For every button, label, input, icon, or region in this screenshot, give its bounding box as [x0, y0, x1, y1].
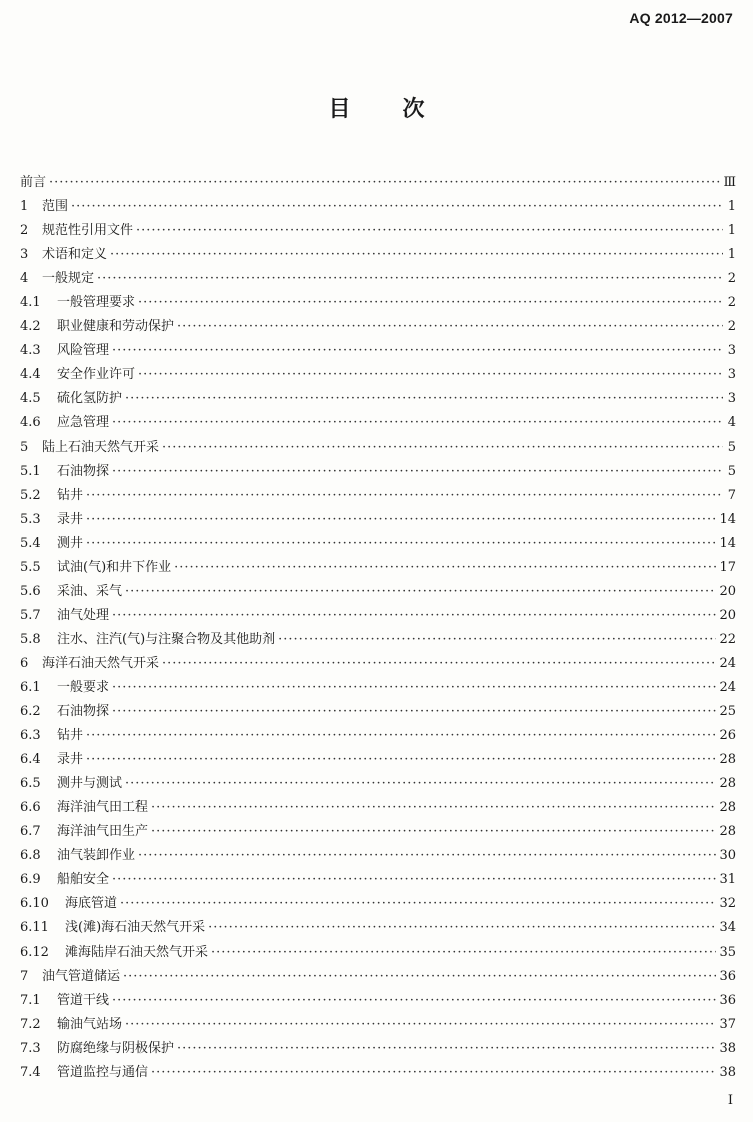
toc-entry[interactable] — [20, 219, 736, 243]
toc-entry[interactable] — [20, 724, 736, 748]
toc-entry-label: 石油物探 — [57, 704, 110, 720]
dot-leader — [278, 632, 716, 647]
title-char-2: 次 — [402, 96, 425, 122]
toc-entry-number: 4.1 — [20, 295, 41, 311]
toc-entry-number: 6.1 — [20, 679, 41, 695]
toc-entry-number: 4.5 — [20, 391, 41, 407]
dot-leader — [211, 945, 716, 960]
dot-leader — [123, 969, 716, 984]
toc-entry-number: 4 — [20, 271, 29, 287]
toc-entry[interactable] — [20, 436, 736, 460]
toc-entry-number: 4.2 — [20, 319, 41, 335]
page-title — [0, 92, 753, 123]
toc-entry-page: 7 — [727, 487, 736, 503]
dot-leader — [151, 1065, 716, 1080]
toc-entry-page: 14 — [719, 511, 736, 527]
toc-entry-label: 陆上石油天然气开采 — [42, 439, 160, 455]
toc-entry-number: 4.3 — [20, 343, 41, 359]
toc-entry-page: 2 — [727, 319, 736, 335]
toc-entry-label: 范围 — [42, 199, 69, 215]
dot-leader — [97, 271, 723, 286]
toc-entry-label: 测井 — [57, 535, 84, 551]
toc-entry-label: 管道干线 — [57, 992, 110, 1008]
toc-entry-number: 3 — [20, 247, 29, 263]
toc-entry[interactable] — [20, 291, 736, 315]
dot-leader — [112, 704, 716, 719]
toc-entry-label: 安全作业许可 — [57, 367, 136, 383]
toc-entry-page: 1 — [727, 199, 736, 215]
toc-entry-number: 6.9 — [20, 872, 41, 888]
toc-entry[interactable] — [20, 628, 736, 652]
toc-entry[interactable] — [20, 796, 736, 820]
toc-entry-number: 6.4 — [20, 752, 41, 768]
toc-entry-label: 浅(滩)海石油天然气开采 — [65, 920, 206, 936]
toc-entry-label: 风险管理 — [57, 343, 110, 359]
toc-entry-page: 20 — [719, 583, 736, 599]
toc-entry[interactable] — [20, 387, 736, 411]
dot-leader — [151, 800, 716, 815]
toc-entry-page: 30 — [719, 848, 736, 864]
toc-entry-page: 5 — [727, 463, 736, 479]
page-number: I — [727, 1093, 733, 1108]
toc-entry-page: 28 — [719, 752, 736, 768]
toc-entry-number: 7.3 — [20, 1040, 41, 1056]
toc-entry-number: 6.12 — [20, 944, 49, 960]
dot-leader — [125, 584, 716, 599]
toc-entry-page: 24 — [719, 655, 736, 671]
toc-entry-label: 应急管理 — [57, 415, 110, 431]
toc-entry[interactable] — [20, 820, 736, 844]
toc-entry[interactable] — [20, 411, 736, 435]
toc-entry[interactable] — [20, 339, 736, 363]
toc-entry-label: 测井与测试 — [57, 776, 123, 792]
toc-entry-label: 输油气站场 — [57, 1016, 123, 1032]
toc-entry-number: 6.11 — [20, 920, 49, 936]
toc-entry-label: 管道监控与通信 — [57, 1064, 149, 1080]
dot-leader — [86, 728, 716, 743]
toc-entry[interactable] — [20, 989, 736, 1013]
dot-leader — [112, 993, 716, 1008]
toc-entry-label: 油气管道储运 — [42, 968, 121, 984]
toc-entry-page: 36 — [719, 992, 736, 1008]
toc-entry-number: 5.5 — [20, 559, 41, 575]
toc-entry-label: 一般管理要求 — [57, 295, 136, 311]
toc-entry-number: 7.2 — [20, 1016, 41, 1032]
toc-entry-page: Ⅲ — [723, 175, 736, 190]
dot-leader — [112, 872, 716, 887]
dot-leader — [174, 560, 716, 575]
toc-entry-label: 海洋石油天然气开采 — [42, 655, 160, 671]
toc-entry[interactable] — [20, 460, 736, 484]
toc-entry-page: 2 — [727, 295, 736, 311]
toc-entry-number: 1 — [20, 199, 29, 215]
toc-entry-label: 采油、采气 — [57, 583, 123, 599]
toc-entry-page: 2 — [727, 271, 736, 287]
toc-entry-number: 5.7 — [20, 607, 41, 623]
toc-entry-label: 船舶安全 — [57, 872, 110, 888]
toc-entry-label: 海洋油气田生产 — [57, 824, 149, 840]
toc-entry-number: 6.5 — [20, 776, 41, 792]
toc-entry-number: 5.1 — [20, 463, 41, 479]
dot-leader — [112, 608, 716, 623]
toc-entry-page: 24 — [719, 679, 736, 695]
toc-entry-label: 一般规定 — [42, 271, 95, 287]
toc-entry-label: 录井 — [57, 511, 84, 527]
toc-entry-label: 前言 — [20, 175, 47, 190]
toc-entry-page: 20 — [719, 607, 736, 623]
toc-entry[interactable] — [20, 892, 736, 916]
dot-leader — [208, 920, 716, 935]
dot-leader — [110, 247, 723, 262]
toc-entry-page: 38 — [719, 1064, 736, 1080]
toc-entry-label: 海底管道 — [65, 896, 118, 912]
dot-leader — [112, 343, 723, 358]
toc-entry-number: 7.1 — [20, 992, 41, 1008]
toc-entry-number: 5.4 — [20, 535, 41, 551]
toc-entry-label: 石油物探 — [57, 463, 110, 479]
dot-leader — [125, 391, 723, 406]
toc-entry-page: 34 — [719, 920, 736, 936]
toc-entry[interactable] — [20, 484, 736, 508]
title-char-1: 目 — [328, 96, 351, 122]
toc-entry[interactable] — [20, 604, 736, 628]
dot-leader — [177, 319, 723, 334]
toc-entry-number: 2 — [20, 223, 29, 239]
toc-entry-label: 一般要求 — [57, 679, 110, 695]
toc-entry[interactable] — [20, 965, 736, 989]
toc-entry[interactable] — [20, 363, 736, 387]
toc-entry-label: 海洋油气田工程 — [57, 800, 149, 816]
toc-entry-label: 防腐绝缘与阴极保护 — [57, 1040, 175, 1056]
toc-entry-page: 31 — [719, 872, 736, 888]
toc-entry-number: 6 — [20, 655, 29, 671]
dot-leader — [112, 464, 723, 479]
toc-entry[interactable] — [20, 868, 736, 892]
dot-leader — [49, 175, 720, 190]
toc-entry[interactable] — [20, 267, 736, 291]
toc-entry-page: 5 — [727, 439, 736, 455]
dot-leader — [138, 295, 723, 310]
toc-entry[interactable] — [20, 195, 736, 219]
toc-entry[interactable] — [20, 532, 736, 556]
toc-entry-page: 3 — [727, 343, 736, 359]
toc-entry-number: 6.3 — [20, 728, 41, 744]
toc-entry-number: 7.4 — [20, 1064, 41, 1080]
toc-entry-page: 28 — [719, 800, 736, 816]
toc-entry-label: 油气处理 — [57, 607, 110, 623]
toc-entry-number: 6.2 — [20, 704, 41, 720]
toc-entry-label: 录井 — [57, 752, 84, 768]
toc-entry-page: 17 — [719, 559, 736, 575]
toc-entry-page: 3 — [727, 367, 736, 383]
toc-entry-label: 试油(气)和井下作业 — [57, 559, 172, 575]
toc-entry[interactable] — [20, 748, 736, 772]
dot-leader — [125, 1017, 716, 1032]
dot-leader — [86, 536, 716, 551]
dot-leader — [86, 488, 723, 503]
toc-entry[interactable] — [20, 580, 736, 604]
dot-leader — [177, 1041, 716, 1056]
dot-leader — [86, 752, 716, 767]
toc-entry-label: 规范性引用文件 — [42, 223, 134, 239]
toc-entry-page: 1 — [727, 223, 736, 239]
dot-leader — [112, 415, 723, 430]
dot-leader — [125, 776, 716, 791]
toc-entry-page: 38 — [719, 1040, 736, 1056]
toc-entry-number: 5.3 — [20, 511, 41, 527]
toc-entry-number: 5.2 — [20, 487, 41, 503]
toc-entry[interactable] — [20, 1061, 736, 1085]
toc-entry[interactable] — [20, 676, 736, 700]
dot-leader — [138, 367, 723, 382]
toc-entry[interactable] — [20, 652, 736, 676]
toc-entry-label: 滩海陆岸石油天然气开采 — [65, 944, 209, 960]
toc-entry-page: 26 — [719, 728, 736, 744]
toc-entry[interactable] — [20, 844, 736, 868]
toc-entry[interactable] — [20, 243, 736, 267]
toc-entry-label: 职业健康和劳动保护 — [57, 319, 175, 335]
dot-leader — [136, 223, 723, 238]
toc-entry[interactable] — [20, 700, 736, 724]
toc-entry-label: 硫化氢防护 — [57, 391, 123, 407]
toc-entry-number: 6.7 — [20, 824, 41, 840]
dot-leader — [162, 440, 723, 455]
toc-entry-page: 37 — [719, 1016, 736, 1032]
toc-entry-page: 14 — [719, 535, 736, 551]
toc-entry-page: 1 — [727, 247, 736, 263]
toc-entry-page: 28 — [719, 776, 736, 792]
toc-entry-number: 6.6 — [20, 800, 41, 816]
dot-leader — [86, 512, 716, 527]
toc-entry[interactable] — [20, 941, 736, 965]
toc-entry-label: 注水、注汽(气)与注聚合物及其他助剂 — [57, 631, 276, 647]
toc-entry[interactable] — [20, 1037, 736, 1061]
toc-entry-label: 术语和定义 — [42, 247, 108, 263]
toc-entry[interactable] — [20, 556, 736, 580]
toc-entry[interactable] — [20, 1013, 736, 1037]
toc-entry-label: 油气装卸作业 — [57, 848, 136, 864]
toc-entry-number: 4.6 — [20, 415, 41, 431]
toc-entry-number: 7 — [20, 968, 29, 984]
toc-entry-number: 5.6 — [20, 583, 41, 599]
toc-entry[interactable] — [20, 508, 736, 532]
dot-leader — [162, 656, 716, 671]
toc-entry-page: 28 — [719, 824, 736, 840]
table-of-contents — [20, 171, 736, 1085]
toc-entry-label: 钻井 — [57, 487, 84, 503]
toc-entry-number: 6.10 — [20, 896, 49, 912]
toc-entry-number: 5 — [20, 439, 29, 455]
toc-entry[interactable] — [20, 171, 736, 195]
toc-entry[interactable] — [20, 916, 736, 940]
toc-entry-page: 22 — [719, 631, 736, 647]
dot-leader — [120, 896, 716, 911]
toc-entry-number: 5.8 — [20, 631, 41, 647]
toc-entry-page: 32 — [719, 896, 736, 912]
toc-entry-page: 3 — [727, 391, 736, 407]
toc-entry-page: 25 — [719, 704, 736, 720]
dot-leader — [71, 199, 723, 214]
toc-entry-label: 钻井 — [57, 728, 84, 744]
dot-leader — [138, 848, 716, 863]
toc-entry-page: 4 — [727, 415, 736, 431]
toc-entry-page: 36 — [719, 968, 736, 984]
toc-entry[interactable] — [20, 315, 736, 339]
toc-entry-page: 35 — [719, 944, 736, 960]
toc-entry[interactable] — [20, 772, 736, 796]
standard-code: AQ 2012—2007 — [629, 10, 733, 26]
toc-entry-number: 6.8 — [20, 848, 41, 864]
toc-entry-number: 4.4 — [20, 367, 41, 383]
dot-leader — [151, 824, 716, 839]
dot-leader — [112, 680, 716, 695]
